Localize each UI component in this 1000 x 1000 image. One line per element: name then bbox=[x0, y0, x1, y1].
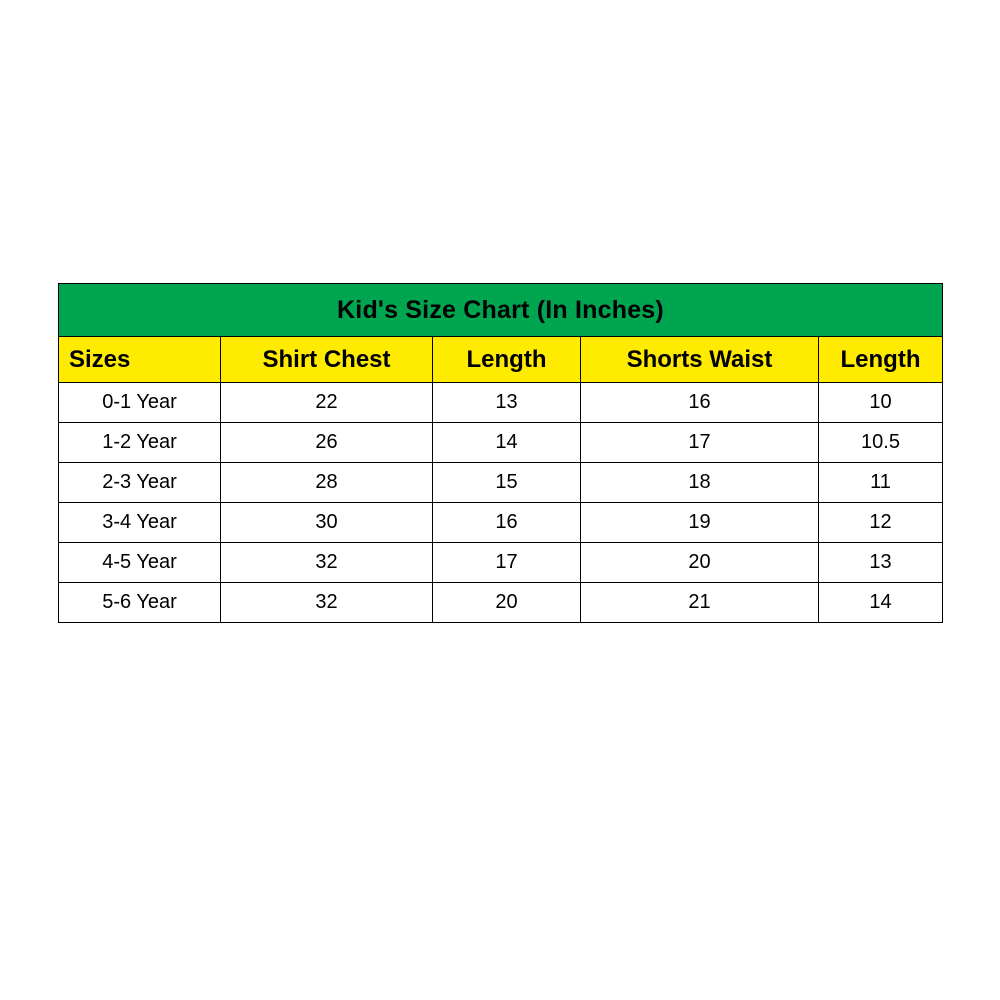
cell-shorts-length: 13 bbox=[819, 543, 943, 583]
table-row bbox=[59, 383, 943, 423]
cell-shirt-chest: 26 bbox=[221, 423, 433, 463]
chart-title: Kid's Size Chart (In Inches) bbox=[59, 284, 943, 337]
cell-size: 0-1 Year bbox=[59, 383, 221, 423]
column-header-shirt-length: Length bbox=[433, 337, 581, 383]
column-header-shorts-length: Length bbox=[819, 337, 943, 383]
cell-shorts-waist: 16 bbox=[581, 383, 819, 423]
cell-shorts-waist: 21 bbox=[581, 583, 819, 623]
cell-shirt-chest: 28 bbox=[221, 463, 433, 503]
cell-size: 5-6 Year bbox=[59, 583, 221, 623]
cell-shorts-waist: 19 bbox=[581, 503, 819, 543]
column-header-shorts-waist: Shorts Waist bbox=[581, 337, 819, 383]
table-title-row bbox=[59, 284, 943, 337]
cell-shirt-length: 13 bbox=[433, 383, 581, 423]
cell-shorts-waist: 20 bbox=[581, 543, 819, 583]
table-row bbox=[59, 423, 943, 463]
cell-shirt-chest: 32 bbox=[221, 543, 433, 583]
table-row bbox=[59, 463, 943, 503]
cell-shirt-length: 16 bbox=[433, 503, 581, 543]
table-header-row bbox=[59, 337, 943, 383]
cell-shorts-waist: 18 bbox=[581, 463, 819, 503]
table-row bbox=[59, 543, 943, 583]
column-header-sizes: Sizes bbox=[59, 337, 221, 383]
cell-shirt-length: 20 bbox=[433, 583, 581, 623]
table-row bbox=[59, 583, 943, 623]
size-chart-table bbox=[58, 283, 943, 623]
table-row bbox=[59, 503, 943, 543]
cell-shorts-waist: 17 bbox=[581, 423, 819, 463]
cell-size: 3-4 Year bbox=[59, 503, 221, 543]
cell-size: 4-5 Year bbox=[59, 543, 221, 583]
cell-shorts-length: 14 bbox=[819, 583, 943, 623]
cell-shirt-length: 14 bbox=[433, 423, 581, 463]
cell-shorts-length: 10 bbox=[819, 383, 943, 423]
cell-shirt-length: 15 bbox=[433, 463, 581, 503]
cell-shorts-length: 12 bbox=[819, 503, 943, 543]
cell-size: 2-3 Year bbox=[59, 463, 221, 503]
cell-shirt-chest: 30 bbox=[221, 503, 433, 543]
cell-shirt-chest: 22 bbox=[221, 383, 433, 423]
size-chart-container bbox=[58, 283, 942, 623]
cell-shirt-chest: 32 bbox=[221, 583, 433, 623]
cell-shirt-length: 17 bbox=[433, 543, 581, 583]
column-header-shirt-chest: Shirt Chest bbox=[221, 337, 433, 383]
cell-shorts-length: 11 bbox=[819, 463, 943, 503]
cell-shorts-length: 10.5 bbox=[819, 423, 943, 463]
cell-size: 1-2 Year bbox=[59, 423, 221, 463]
